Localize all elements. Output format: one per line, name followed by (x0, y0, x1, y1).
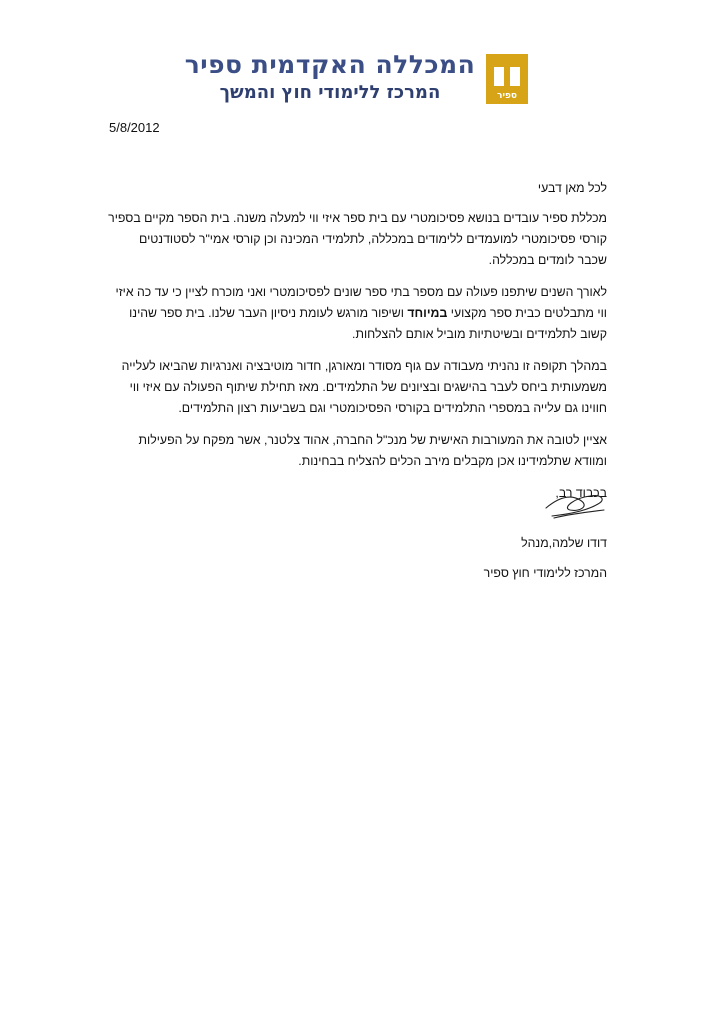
letterhead-text (180, 50, 480, 104)
paragraph-2 (107, 282, 607, 345)
logo-label: ספיר (496, 91, 518, 101)
paragraph-2-bold: במיוחד (407, 306, 448, 320)
signer-name: דודו שלמה,מנהל (521, 536, 607, 550)
sapir-logo-icon (486, 54, 528, 104)
letterhead (184, 50, 540, 110)
college-name: המכללה האקדמית ספיר (184, 50, 476, 79)
signer-organization: המרכז ללימודי חוץ ספיר (483, 566, 607, 580)
paragraph-3: במהלך תקופה זו נהניתי מעבודה עם גוף מסודר ומאורגן, חדור מוטיבציה ואנרגיות שהביאו לעלייה משמעותית ביחס לעבר בהישגים ובציונים של התלמידים. מאז תחילת שיתוף הפעולה עם איזי ווי חווינו גם עלייה במספרי התלמידים בקורסי הפסיכומטרי וגם בשביעות רצון התלמידים. (121, 359, 607, 415)
paragraph-4: אציין לטובה את המעורבות האישית של מנכ"ל החברה, אהוד צלטנר, אשר מפקח על הפעילות ומוודא שתלמידינו אכן מקבלים מירב הכלים להצליח בבחינות. (138, 433, 607, 468)
closing: בכבוד רב, (555, 486, 607, 500)
paragraph-1: מכללת ספיר עובדים בנושא פסיכומטרי עם בית ספר איזי ווי למעלה משנה. בית הספר מקיים בספיר קורסי פסיכומטרי למועמדים ללימודים במכללה, לתלמידי המכינה וכן קורסי אמי"ר לסטודנטים שכבר לומדים במכללה. (108, 211, 607, 267)
paragraph-2-end: ושיפור מורגש לעומת ניסיון העבר שלנו. בית ספר שהינו קשוב לתלמידים ובשיטתיות מוביל אותם להצלחות. (129, 306, 607, 341)
letter-date: 5/8/2012 (109, 120, 160, 135)
paragraph-2-start: לאורך השנים שיתפנו פעולה עם מספר בתי ספר שונים לפסיכומטרי ואני מוכרח לציין כי עד כה איזי ווי מתבלטים כבית ספר מקצועי (115, 285, 607, 320)
letter-body (107, 178, 607, 515)
center-name: המרכז ללימודי חוץ והמשך (219, 82, 441, 103)
handwritten-signature-icon (540, 488, 610, 524)
greeting: לכל מאן דבעי (537, 181, 607, 195)
